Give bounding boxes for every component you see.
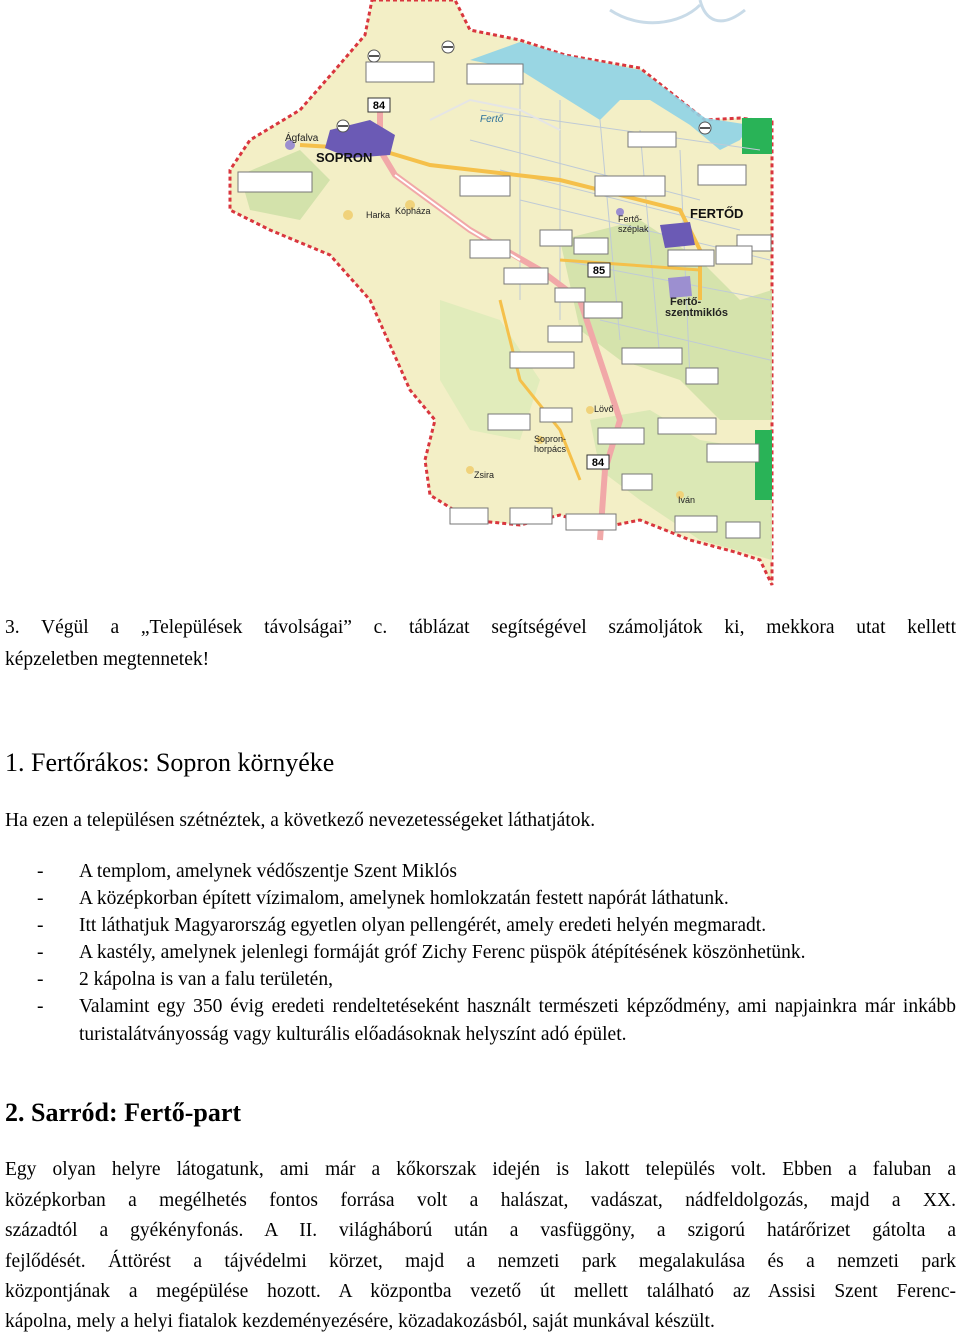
section2-title: 2. Sarród: Fertő-part	[5, 1098, 242, 1127]
label-agfalva: Ágfalva	[285, 133, 319, 144]
town-fertod	[660, 222, 695, 248]
list-item: - A középkorban épített vízimalom, amelynek homlokzatán festett napórát láthatunk.	[37, 888, 729, 909]
section2-line: fejlődését. Áttörést a tájvédelmi körzet, majd a nemzeti park megalakulása és a nemzeti park	[5, 1251, 956, 1272]
label-ferto-lake: Fertő	[480, 114, 504, 125]
label-sopronhorpacs: Sopron-horpács	[534, 434, 567, 454]
label-ivan: Iván	[678, 495, 696, 505]
answer-box	[574, 238, 608, 254]
answer-box	[726, 522, 760, 538]
list-item: - A kastély, amelynek jelenlegi formáját gróf Zichy Ferenc püspök átépítésének köszönhetünk.	[37, 942, 806, 963]
section2-line: kápolna, mely a helyi fiatalok kezdeményezésére, közadakozásból, saját munkával készült.	[5, 1311, 715, 1332]
answer-box	[716, 246, 752, 264]
answer-box	[698, 165, 746, 185]
answer-box	[470, 240, 510, 258]
section2-line: központjának a megépülése hozott. A központba vezető út mellett található az Assisi Szent Ferenc-	[5, 1281, 956, 1302]
list-item: - Valamint egy 350 évig eredeti rendeltetéseként használt természeti képződmény, ami napjainkra már inkább turistalátványosság vagy kulturális előadásoknak helyszínt adó épület.	[37, 996, 956, 1045]
list-item: - 2 kápolna is van a falu területén,	[37, 969, 333, 990]
road-number-85: 85	[592, 265, 606, 277]
answer-box	[622, 348, 682, 364]
answer-box	[675, 516, 717, 532]
label-zsira: Zsira	[474, 470, 494, 480]
road-number-84-bottom: 84	[591, 457, 605, 469]
answer-box	[238, 172, 312, 192]
list-item: - Itt láthatjuk Magyarország egyetlen olyan pellengérét, amely eredeti helyén megmaradt.	[37, 915, 767, 936]
list-item: - A templom, amelynek védőszentje Szent Miklós	[37, 861, 458, 882]
answer-box	[510, 352, 574, 368]
answer-box	[622, 474, 652, 490]
region-map	[0, 0, 960, 600]
answer-box	[366, 62, 434, 82]
label-harka: Harka	[366, 210, 391, 220]
answer-box	[504, 268, 548, 284]
section2-line: középkorban a megélhetés fontos forrása volt a halászat, vadászat, nádfeldolgozás, majd a XX.	[5, 1190, 956, 1211]
answer-box	[460, 176, 510, 196]
answer-box	[707, 444, 759, 462]
answer-box	[450, 508, 488, 524]
answer-box	[488, 414, 530, 430]
answer-box	[540, 408, 572, 422]
section2-line: századtól a gyékényfonás. A II. világháború után a vasfüggöny, a szigorú határőrizet gátolta a	[5, 1220, 956, 1241]
answer-box	[595, 176, 665, 196]
answer-box	[584, 302, 622, 318]
road-number-84-top: 84	[372, 100, 386, 112]
answer-box	[628, 132, 676, 147]
answer-box	[598, 428, 644, 444]
label-sopron: SOPRON	[316, 150, 373, 165]
answer-box	[686, 368, 718, 384]
answer-box	[658, 418, 716, 434]
answer-box	[555, 288, 585, 302]
task3-line1: 3. Végül a „Települések távolságai” c. táblázat segítségével számoljátok ki, mekkora utat kellett	[5, 617, 956, 638]
label-kophaza: Kópháza	[395, 206, 431, 216]
section1-title: 1. Fertőrákos: Sopron környéke	[5, 748, 335, 777]
answer-box	[467, 64, 523, 84]
answer-box	[548, 326, 582, 342]
town-harka	[343, 210, 353, 220]
label-lovo: Lövő	[594, 404, 614, 414]
green-reed-area	[742, 118, 772, 154]
background-scribble	[610, 0, 745, 23]
town-zsira	[466, 466, 474, 474]
label-fertoszentmiklos: Fertő-szentmiklós	[665, 296, 728, 319]
section2-line: Egy olyan helyre látogatunk, ami már a kőkorszak idején is lakott település volt. Ebben a faluban a	[5, 1159, 956, 1180]
town-fertoszentmiklos	[668, 276, 692, 298]
town-lovo	[586, 406, 594, 414]
label-fertod: FERTŐD	[690, 206, 744, 221]
answer-box	[510, 508, 552, 524]
label-fertoszeplak: Fertő-széplak	[618, 214, 649, 234]
answer-box	[566, 514, 616, 530]
green-reed-area	[755, 430, 772, 500]
section1-intro: Ha ezen a településen szétnéztek, a következő nevezetességeket láthatjátok.	[5, 810, 596, 831]
task3-line2: képzeletben megtennetek!	[5, 649, 210, 670]
answer-box	[668, 250, 714, 266]
answer-box	[540, 230, 572, 246]
